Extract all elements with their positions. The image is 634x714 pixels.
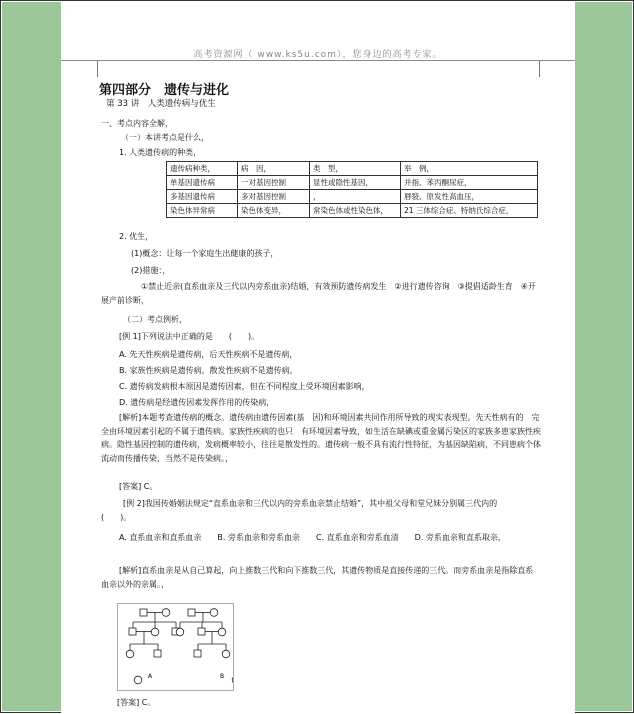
option: A. 直系血亲和直系血亲 B. 旁系血亲和旁系血亲 C. 直系血亲和旁系血清 D. 旁系血亲和直系取亲，	[119, 533, 506, 542]
option: B. 家族性疾病是遗传病，散发性疾病不是遗传病，	[119, 366, 298, 375]
page-title: 第四部分 遗传与进化	[99, 83, 230, 98]
subsection-heading: （一）本讲考点是什么，	[121, 133, 209, 142]
pedigree-female	[218, 628, 226, 636]
pedigree-svg	[118, 604, 233, 690]
pedigree-female	[126, 650, 134, 658]
document-page	[61, 1, 575, 714]
pedigree-female	[151, 628, 159, 636]
pedigree-female	[210, 609, 218, 617]
paragraph: (1)概念：让每一个家庭生出健康的孩子，	[131, 249, 279, 258]
page-subtitle: 第 33 讲 人类遗传病与优生	[106, 99, 216, 109]
pedigree-female	[134, 676, 142, 684]
table-cell: 单基因遗传病	[167, 176, 238, 190]
table-cell: 唇裂、原发性高血压，	[401, 190, 538, 204]
table-cell: 染色体变异，	[238, 204, 310, 218]
header-divider	[61, 60, 575, 61]
table-header-cell: 病 因，	[238, 162, 310, 176]
paragraph: ①禁止近亲(直系血亲及三代以内旁系血亲)结婚，有效预防遗传病发生 ②进行遗传咨询 ③提倡适龄生育 ④开展产前诊断，	[101, 282, 536, 305]
option: A. 先天性疾病是遗传病，后天性疾病不是遗传病，	[119, 350, 298, 359]
pedigree-male	[198, 628, 205, 635]
pedigree-female	[162, 609, 170, 617]
page-header: 高考资源网（ www.ks5u.com），您身边的高考专家。	[193, 50, 443, 60]
answer: [答案] C。	[119, 482, 158, 491]
analysis: [解析]本题考查遗传病的概念。遗传病由遗传因素(基 因)和环境因素共同作用所导致的现实表现型。先天性病有的 完全由环境因素引起的不属于遗传病。家族性疾病的也只 有环境因素导致，如生活在缺碘或重金属污染区的家族多患家族性疾病。隐性基因控制的遗传病，发病概率较小，往往是散发性的。遗传病一般不具有流行性特征，为基因缺陷病，不同患病个体流动而传播传染，当然不是传染病。，	[101, 413, 541, 463]
paragraph: (2)措施：，	[131, 266, 171, 275]
table-header-row	[167, 162, 538, 176]
table-cell: 显性或隐性基因，	[310, 176, 401, 190]
table-cell: 21 三体综合症、特纳氏综合症，	[401, 204, 538, 218]
table-row	[167, 204, 538, 218]
pedigree-male	[140, 609, 147, 616]
pedigree-male	[188, 609, 195, 616]
item-heading: 2. 优生，	[119, 232, 154, 241]
example-question: [例 2]我国传婚姻法规定“直系血亲和三代以内的旁系血亲禁止结婚”，其中祖父母和堂兄妹分别属三代内的 ( )。	[101, 499, 514, 522]
subsection-heading: （二）考点例析，	[123, 315, 187, 324]
pedigree-female	[222, 650, 230, 658]
table-cell: 一对基因控制	[238, 176, 310, 190]
crop-mark-left	[81, 61, 98, 77]
table-row	[167, 176, 538, 190]
pedigree-label-b: B	[220, 673, 225, 680]
pedigree-female	[232, 676, 233, 684]
pedigree-diagram	[117, 603, 234, 691]
pedigree-female	[176, 628, 184, 636]
crop-mark-right	[539, 61, 556, 77]
pedigree-label-a: A	[148, 673, 153, 680]
table-header-cell: 遗传病种类，	[167, 162, 238, 176]
pedigree-male	[154, 650, 161, 657]
answer: [答案] C。	[117, 698, 156, 707]
analysis: [解析]直系血亲是从自己算起，向上推数三代和向下推数三代，其遗传物质是直接传递的三代。而旁系血亲是指除直系血亲以外的亲属。，	[101, 566, 534, 589]
table-header-cell: 举 例，	[401, 162, 538, 176]
table-cell: 染色体异常病	[167, 204, 238, 218]
option: D. 遗传病是经遗传因素发挥作用的传染病，	[119, 398, 275, 407]
table-row	[167, 190, 538, 204]
table-cell: 常染色体或性染色体，	[310, 204, 401, 218]
table-cell: 多对基因控制	[238, 190, 310, 204]
option: C. 遗传病发病根本原因是遗传因素，但在不同程度上受环境因素影响，	[119, 382, 370, 391]
section-heading: 一、考点内容全解，	[101, 119, 173, 128]
table-cell: 多基因遗传病	[167, 190, 238, 204]
table-header-cell: 类 型，	[310, 162, 401, 176]
table-cell: 并指、苯丙酮尿症，	[401, 176, 538, 190]
table-cell: ，	[310, 190, 401, 204]
item-heading: 1. 人类遗传病的种类，	[119, 148, 202, 157]
disease-type-table	[166, 161, 538, 218]
pedigree-male	[129, 628, 136, 635]
pedigree-male	[194, 650, 201, 657]
example-question: [例 1]下列说法中正确的是 ( )。	[119, 332, 260, 341]
